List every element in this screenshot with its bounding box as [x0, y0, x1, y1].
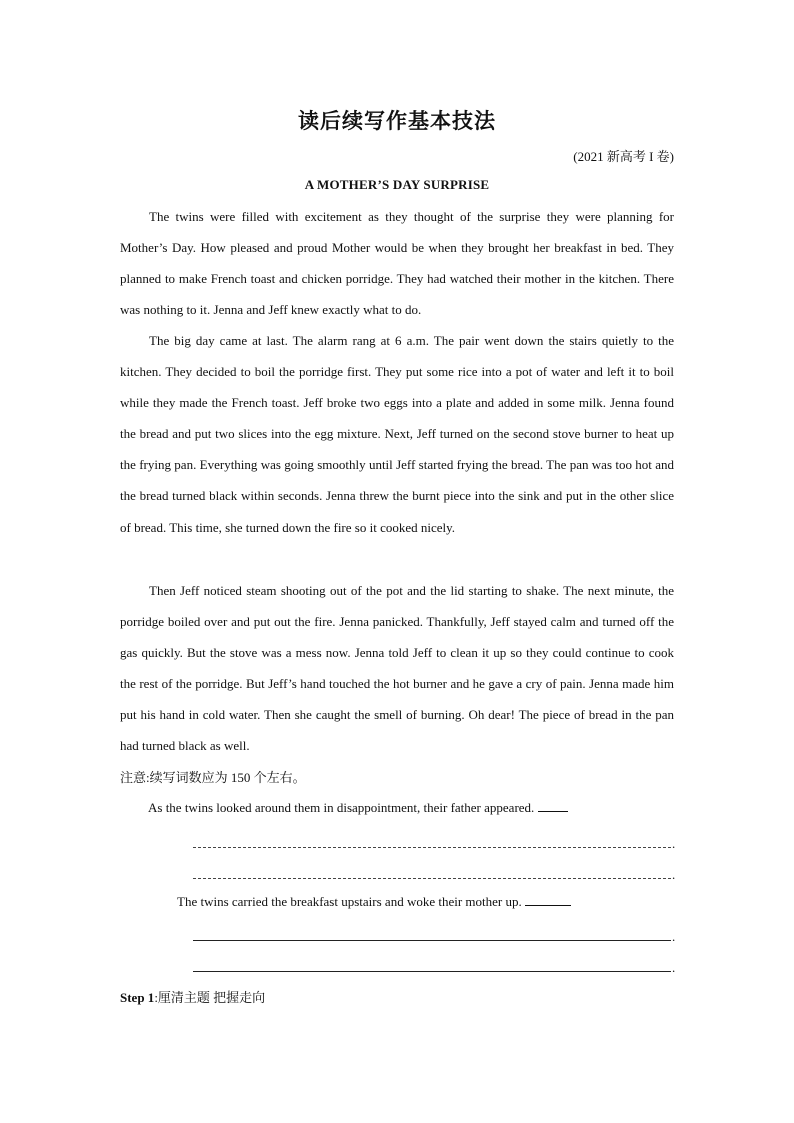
story-paragraph-3: Then Jeff noticed steam shooting out of the pot and the lid starting to shake. The next minute, the porridge boiled over and put out the fire. Jenna panicked. Thankfully, Jeff stayed calm and turned off the gas quickly. But the stove was a mess now. Jenna told Jeff to clean it up so they could continue to cook the rest of the porridge. But Jeff’s hand touched the hot burner and he gave a cry of pain. Jenna made him put his hand in cold water. Then she caught the smell of burning. Oh dear! The piece of bread in the pan had turned black as well. [120, 583, 674, 754]
writing-line-3-end: . [672, 929, 676, 944]
paragraph-starter-2 [177, 893, 571, 910]
story-paragraph-1: The twins were filled with excitement as they thought of the surprise they were planning for Mother’s Day. How pleased and proud Mother would be when they brought her breakfast in bed. They planned to make French toast and chicken porridge. They had watched their mother in the kitchen. There was nothing to it. Jenna and Jeff knew exactly what to do. [120, 209, 674, 318]
step-label: Step 1 [120, 990, 155, 1005]
word-count-note: 注意:续写词数应为 150 个左右。 [120, 770, 306, 785]
starter-2-text: The twins carried the breakfast upstairs and woke their mother up. [177, 894, 525, 909]
writing-line-2-end: . [672, 867, 676, 882]
writing-line-4-end: . [672, 960, 676, 975]
starter-2-blank [525, 893, 571, 906]
story-paragraph-2: The big day came at last. The alarm rang at 6 a.m. The pair went down the stairs quietly to the kitchen. They decided to boil the porridge first. They put some rice into a pot of water and left it to boil while they made the French toast. Jeff broke two eggs into a plate and added in some milk. Jenna found the bread and put two slices into the egg mixture. Next, Jeff turned on the second stove burner to heat up the frying pan. Everything was going smoothly until Jeff started frying the bread. The pan was too hot and the bread turned black within seconds. Jenna threw the burnt piece into the sink and put in the other slice of bread. This time, she turned down the fire so it cooked nicely. [120, 333, 674, 535]
writing-line-4 [193, 971, 671, 972]
paragraph-starter-1 [148, 799, 568, 816]
writing-line-1-end: . [672, 836, 676, 851]
writing-line-2 [193, 878, 671, 879]
starter-1-text: As the twins looked around them in disappointment, their father appeared. [148, 800, 538, 815]
story-title: A MOTHER’S DAY SURPRISE [304, 177, 490, 192]
step-heading [120, 987, 265, 1006]
writing-line-3 [193, 940, 671, 941]
step-text: :厘清主题 把握走向 [154, 990, 266, 1005]
exam-source: (2021 新高考 I 卷) [573, 149, 674, 164]
writing-line-1 [193, 847, 671, 848]
starter-1-blank [538, 799, 568, 812]
page-title: 读后续写作基本技法 [298, 109, 496, 133]
